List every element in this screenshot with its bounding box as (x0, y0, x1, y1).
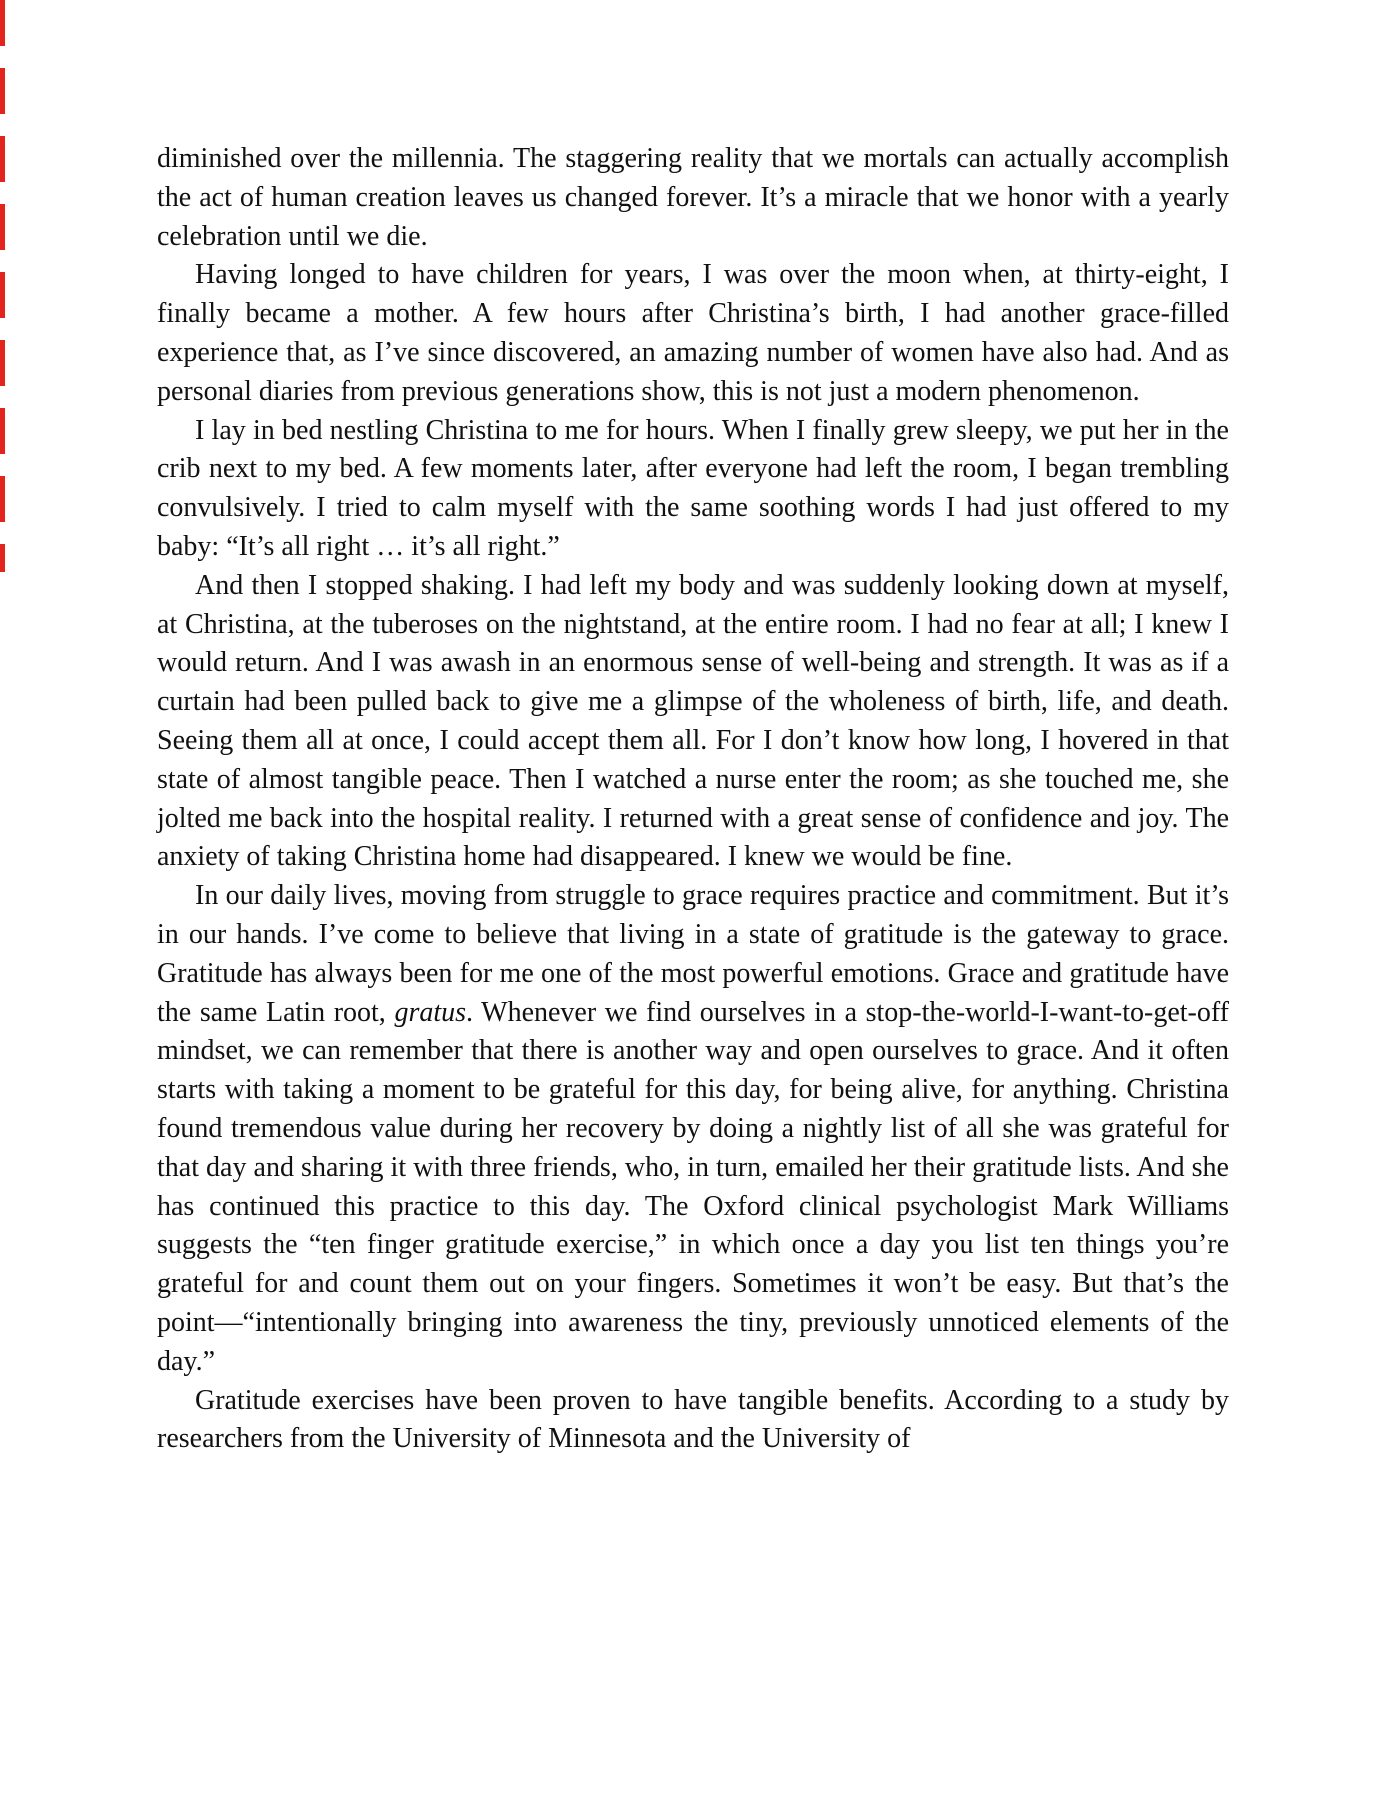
paragraph: Having longed to have children for years, I was over the moon when, at thirty-eight, I finally became a mother. A few hours after Christina’s birth, I had another grace-filled experience that, as I’ve since discovered, an amazing number of women have also had. And as personal diaries from previous generations show, this is not just a modern phenomenon. (157, 259, 1229, 407)
paragraph: diminished over the millennia. The staggering reality that we mortals can actually accomplish the act of human creation leaves us changed forever. It’s a miracle that we honor with a yearly celebration until we die. (157, 143, 1229, 252)
page-edge-marker (0, 0, 5, 572)
paragraph: Gratitude exercises have been proven to have tangible benefits. According to a study by researchers from the University of Minnesota and the University of (157, 1384, 1229, 1455)
paragraph: In our daily lives, moving from struggle to grace requires practice and commitment. But it’s in our hands. I’ve come to believe that living in a state of gratitude is the gateway to grace. Gratitude has always been for me one of the most powerful emotions. Grace and gratitude have the same Latin root, gratus. Whenever we find ourselves in a stop-the-world-I-want-to-get-off mindset, we can remember that there is another way and open ourselves to grace. And it often starts with taking a moment to be grateful for this day, for being alive, for anything. Christina found tremendous value during her recovery by doing a nightly list of all she was grateful for that day and sharing it with three friends, who, in turn, emailed her their gratitude lists. And she has continued this practice to this day. The Oxford clinical psychologist Mark Williams suggests the “ten finger gratitude exercise,” in which once a day you list ten things you’re grateful for and count them out on your fingers. Sometimes it won’t be easy. But that’s the point—“intentionally bringing into awareness the tiny, previously unnoticed elements of the day.” (157, 880, 1229, 1377)
paragraph: I lay in bed nestling Christina to me for hours. When I finally grew sleepy, we put her in the crib next to my bed. A few moments later, after everyone had left the room, I began trembling convulsively. I tried to calm myself with the same soothing words I had just offered to my baby: “It’s all right … it’s all right.” (157, 414, 1229, 562)
paragraph: And then I stopped shaking. I had left my body and was suddenly looking down at myself, at Christina, at the tuberoses on the nightstand, at the entire room. I had no fear at all; I knew I would return. And I was awash in an enormous sense of well-being and strength. It was as if a curtain had been pulled back to give me a glimpse of the wholeness of birth, life, and death. Seeing them all at once, I could accept them all. For I don’t know how long, I hovered in that state of almost tangible peace. Then I watched a nurse enter the room; as she touched me, she jolted me back into the hospital reality. I returned with a great sense of confidence and joy. The anxiety of taking Christina home had disappeared. I knew we would be fine. (157, 569, 1229, 873)
page-text (157, 140, 1229, 1459)
